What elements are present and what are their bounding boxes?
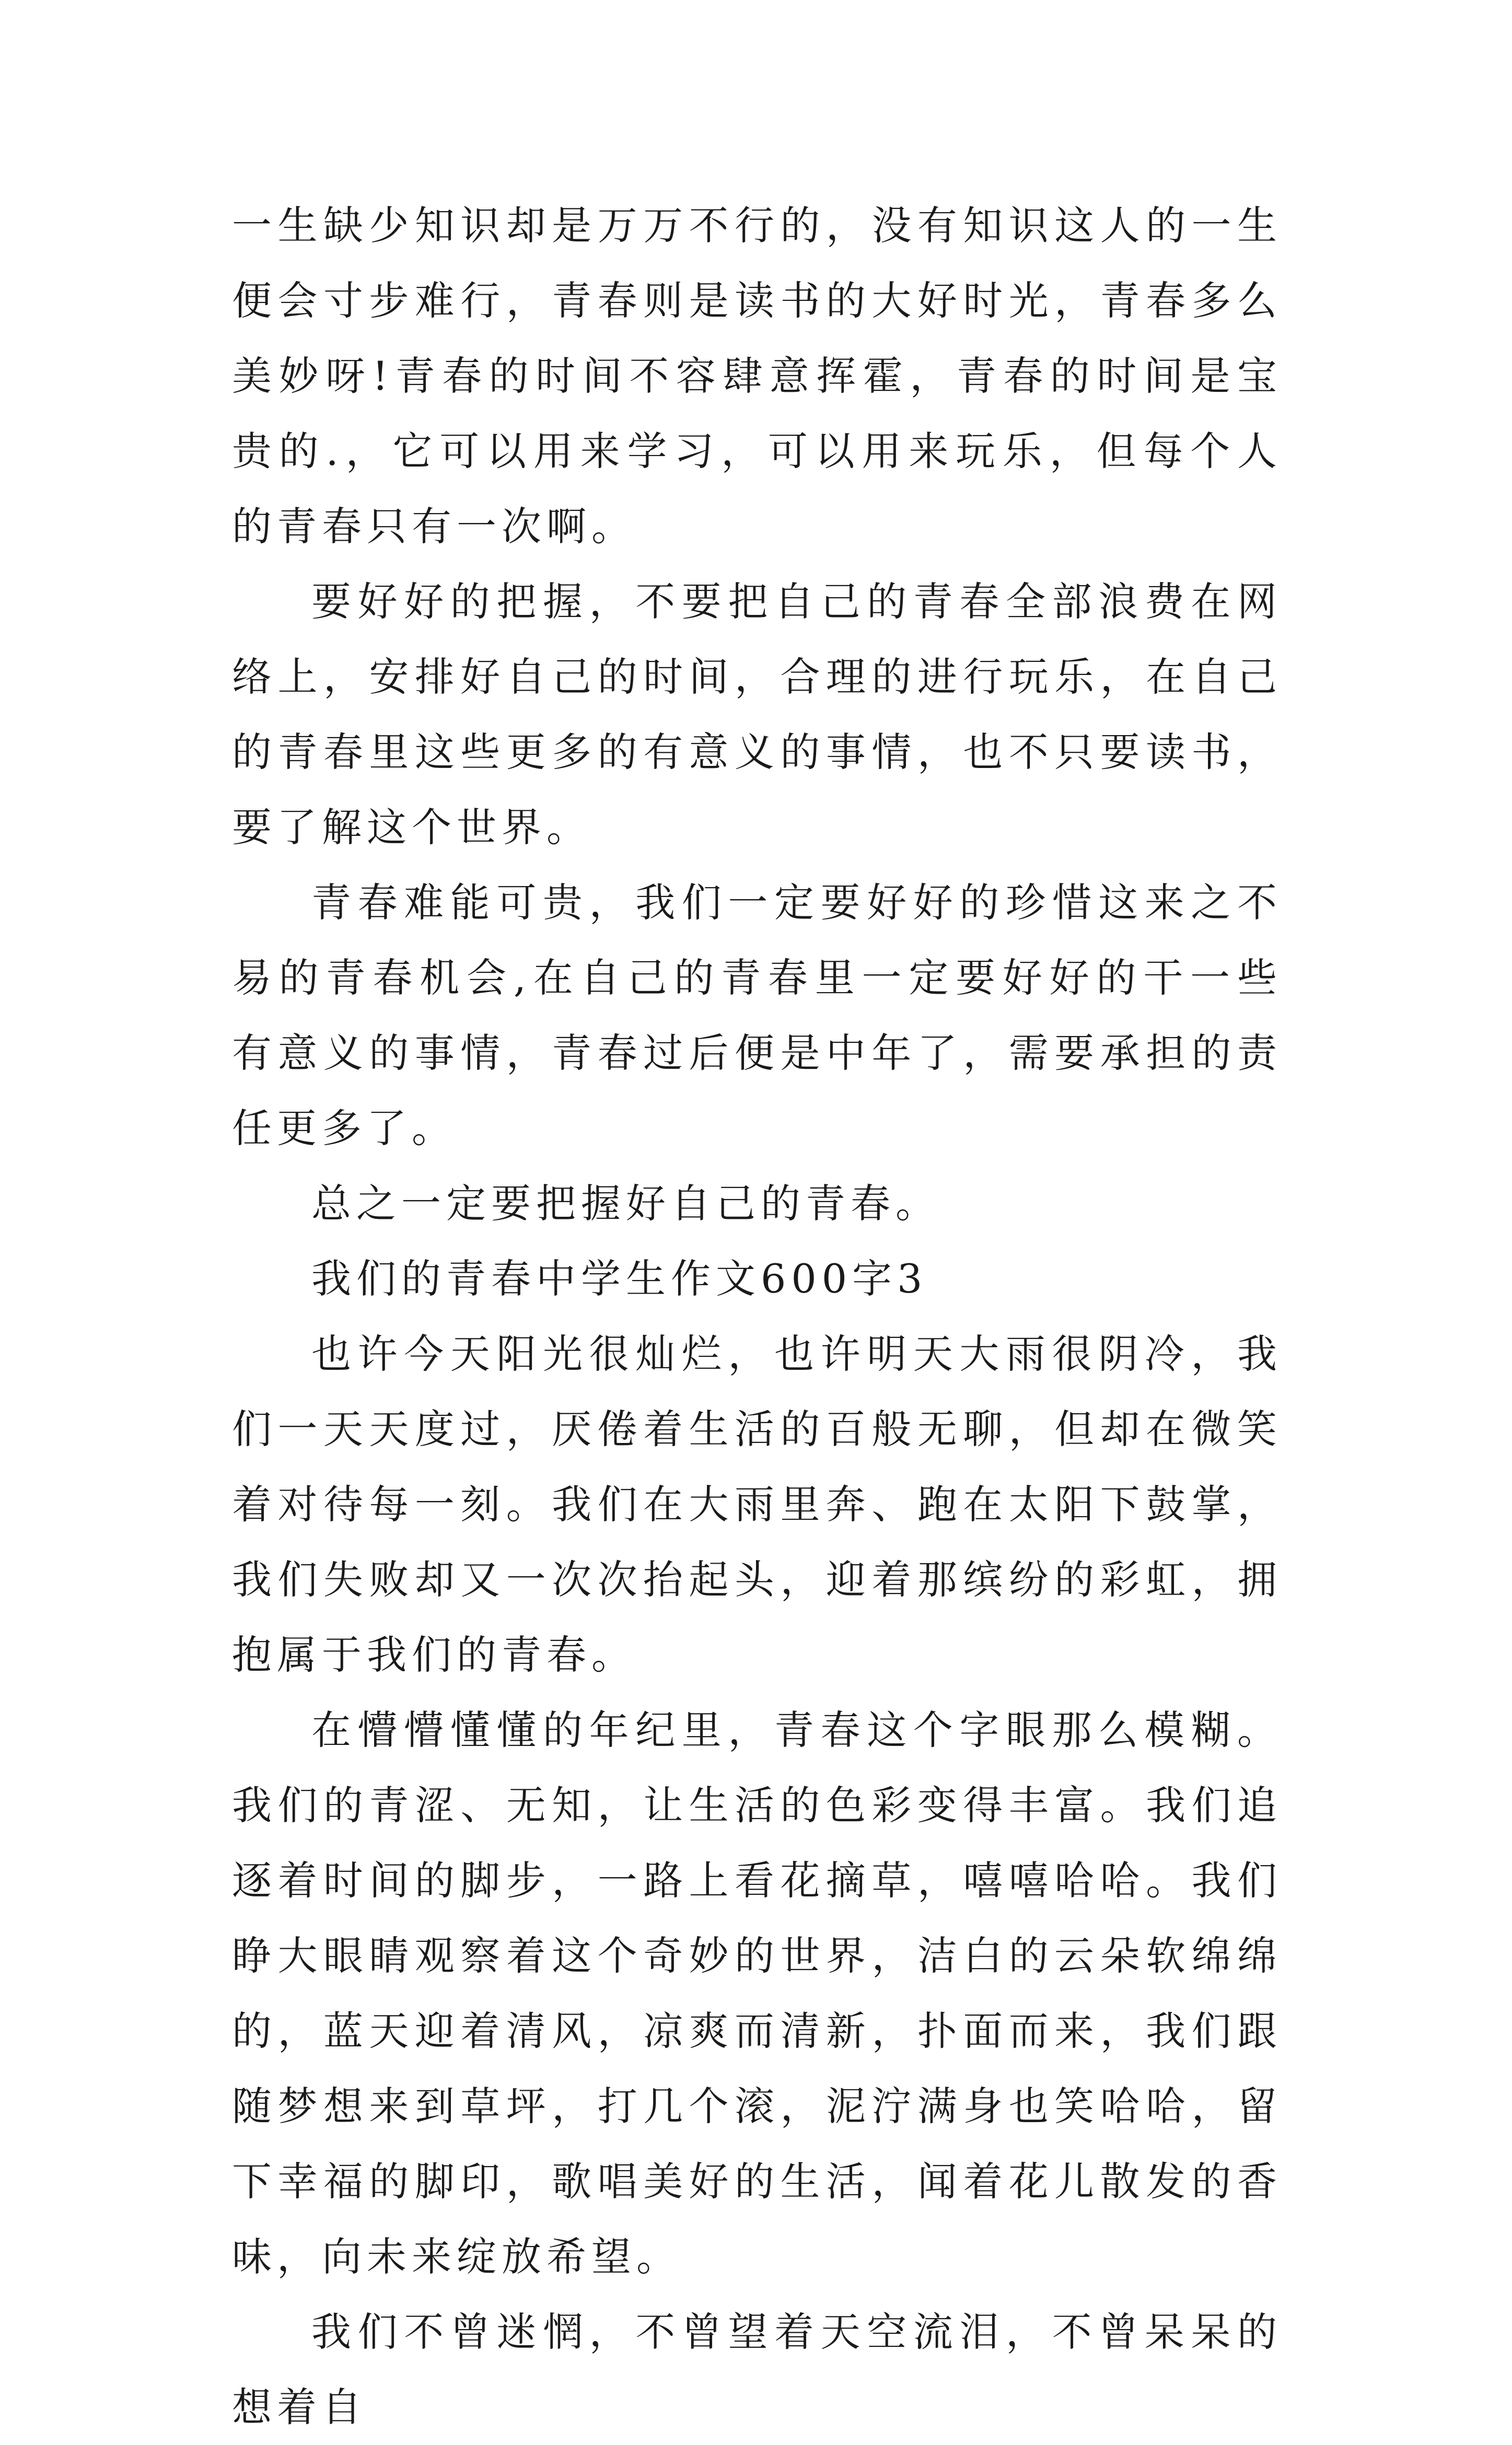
document-body bbox=[232, 188, 1282, 2445]
paragraph: 在懵懵懂懂的年纪里，青春这个字眼那么模糊。我们的青涩、无知，让生活的色彩变得丰富。我们追逐着时间的脚步，一路上看花摘草，嘻嘻哈哈。我们睁大眼睛观察着这个奇妙的世界，洁白的云朵软绵绵的，蓝天迎着清风，凉爽而清新，扑面而来，我们跟随梦想来到草坪，打几个滚，泥泞满身也笑哈哈，留下幸福的脚印，歌唱美好的生活，闻着花儿散发的香味，向未来绽放希望。 bbox=[232, 1707, 1282, 2280]
section-title: 我们的青春中学生作文600字3 bbox=[311, 1255, 928, 1302]
paragraph: 也许今天阳光很灿烂，也许明天大雨很阴冷，我们一天天度过，厌倦着生活的百般无聊，但却在微笑着对待每一刻。我们在大雨里奔、跑在太阳下鼓掌，我们失败却又一次次抬起头，迎着那缤纷的彩虹，拥抱属于我们的青春。 bbox=[232, 1331, 1282, 1678]
paragraph: 青春难能可贵，我们一定要好好的珍惜这来之不易的青春机会,在自己的青春里一定要好好的干一些有意义的事情，青春过后便是中年了，需要承担的责任更多了。 bbox=[232, 879, 1282, 1151]
paragraph-truncated: 我们不曾迷惘，不曾望着天空流泪，不曾呆呆的想着自 bbox=[232, 2309, 1282, 2430]
paragraph: 要好好的把握，不要把自己的青春全部浪费在网络上，安排好自己的时间，合理的进行玩乐，在自己的青春里这些更多的有意义的事情，也不只要读书，要了解这个世界。 bbox=[232, 578, 1282, 851]
paragraph: 总之一定要把握好自己的青春。 bbox=[311, 1180, 940, 1227]
paragraph-continued: 一生缺少知识却是万万不行的，没有知识这人的一生便会寸步难行，青春则是读书的大好时光，青春多么美妙呀!青春的时间不容肆意挥霍，青春的时间是宝贵的.，它可以用来学习，可以用来玩乐，但每个人的青春只有一次啊。 bbox=[232, 202, 1282, 550]
